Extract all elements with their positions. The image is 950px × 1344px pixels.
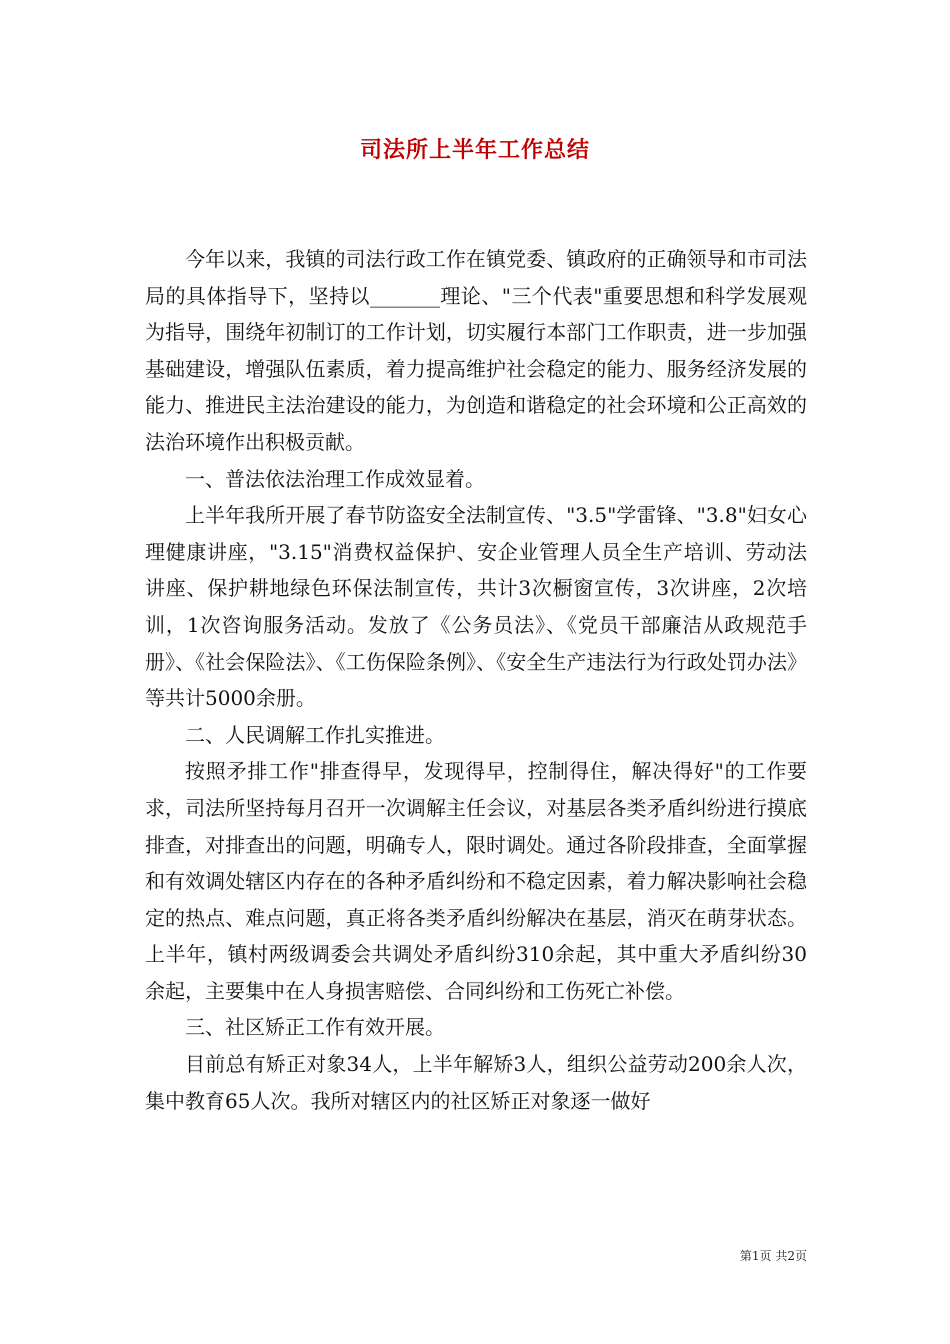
mediation-paragraph: 按照矛排工作"排查得早，发现得早，控制得住，解决得好"的工作要求，司法所坚持每月召开一次调解主任会议，对基层各类矛盾纠纷进行摸底排查，对排查出的问题，明确专人，限时调处。通过各阶段排查，全面掌握和有效调处辖区内存在的各种矛盾纠纷和不稳定因素，着力解决影响社会稳定的热点、难点问题，真正将各类矛盾纠纷解决在基层，消灭在萌芽状态。上半年，镇村两级调委会共调处矛盾纠纷310余起，其中重大矛盾纠纷30余起，主要集中在人身损害赔偿、合同纠纷和工伤死亡补偿。 xyxy=(145,759,807,1003)
document-title: 司法所上半年工作总结 xyxy=(359,138,590,163)
legal-education-paragraph: 上半年我所开展了春节防盗安全法制宣传、"3.5"学雷锋、"3.8"妇女心理健康讲座，"3.15"消费权益保护、安企业管理人员全生产培训、劳动法讲座、保护耕地绿色环保法制宣传，共计3次橱窗宣传，3次讲座，2次培训，1次咨询服务活动。发放了《公务员法》、《党员干部廉洁从政规范手册》、《社会保险法》、《工伤保险条例》、《安全生产违法行为行政处罚办法》等共计5000余册。 xyxy=(145,503,807,711)
document-body xyxy=(145,241,807,1119)
intro-paragraph: 今年以来，我镇的司法行政工作在镇党委、镇政府的正确领导和市司法局的具体指导下，坚持以_______理论、"三个代表"重要思想和科学发展观为指导，围绕年初制订的工作计划，切实履行本部门工作职责，进一步加强基础建设，增强队伍素质，着力提高维护社会稳定的能力、服务经济发展的能力、推进民主法治建设的能力，为创造和谐稳定的社会环境和公正高效的法治环境作出积极贡献。 xyxy=(145,247,807,454)
page-number-footer: 第1页 共2页 xyxy=(739,1249,807,1263)
section-heading-legal-education: 一、普法依法治理工作成效显着。 xyxy=(185,466,485,491)
section-heading-community-correction: 三、社区矫正工作有效开展。 xyxy=(185,1015,445,1040)
section-heading-mediation: 二、人民调解工作扎实推进。 xyxy=(185,722,445,747)
community-correction-paragraph: 目前总有矫正对象34人，上半年解矫3人，组织公益劳动200余人次，集中教育65人次。我所对辖区内的社区矫正对象逐一做好 xyxy=(145,1052,807,1113)
